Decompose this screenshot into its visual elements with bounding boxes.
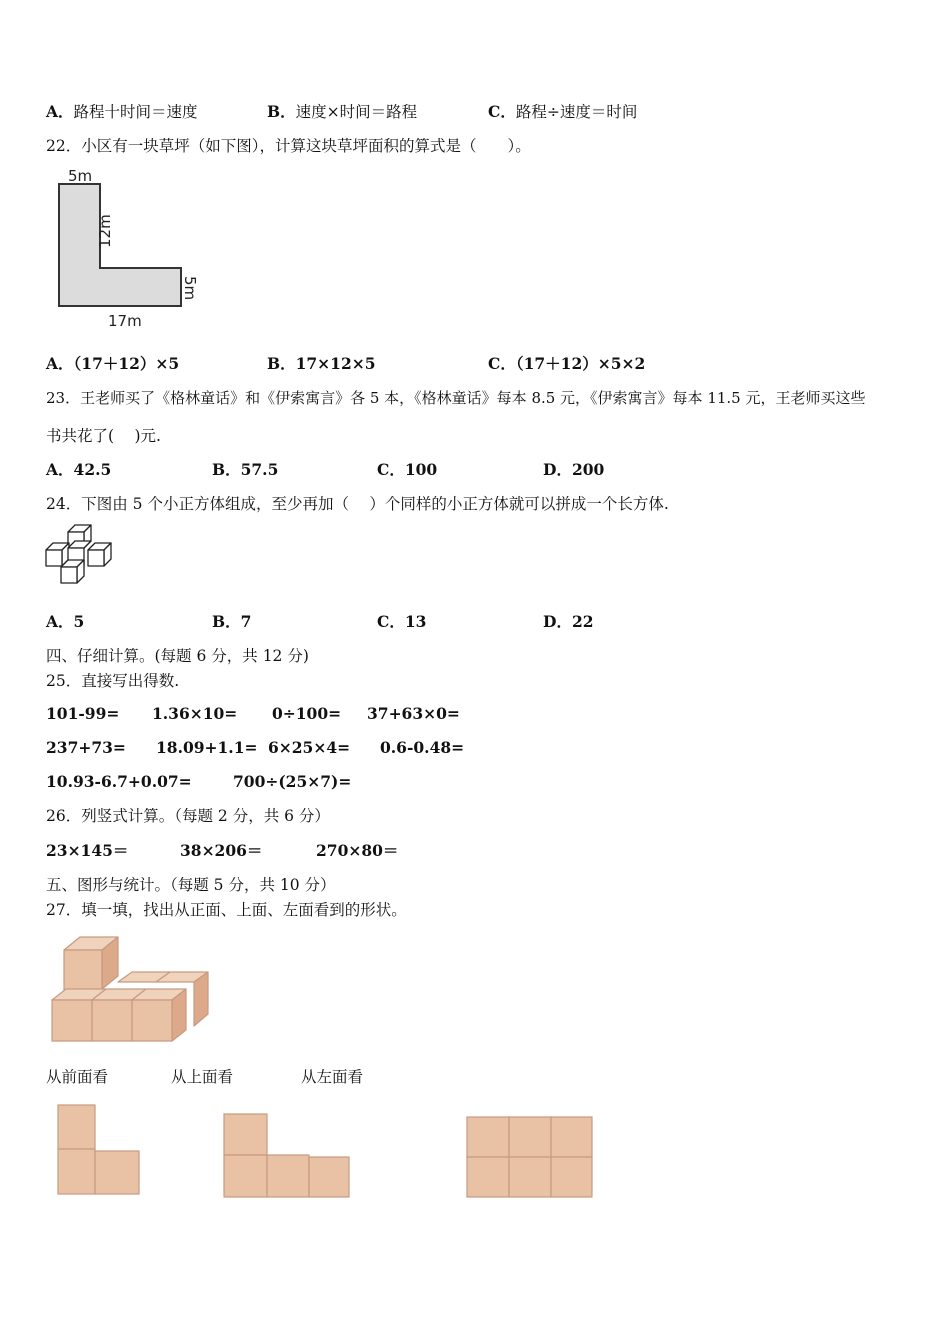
q26-item-1: 23×145＝ (46, 841, 129, 860)
label-right: 5m (181, 276, 199, 301)
lawn-shape (59, 184, 181, 306)
option-text: 13 (404, 612, 427, 631)
q21-option-c[interactable] (488, 102, 637, 122)
q22-stem: 22．小区有一块草坪（如下图），计算这块草坪面积的算式是（ ）。 (46, 137, 531, 155)
view-label-front: 从前面看 (46, 1068, 109, 1086)
q26-stem: 26．列竖式计算。（每题 2 分，共 6 分） (46, 807, 330, 825)
label-bottom: 17m (108, 312, 142, 330)
q25-r1-c4: 37+63×0= (367, 704, 460, 723)
q23-option-a[interactable] (46, 460, 111, 480)
q27-stem: 27．填一填，找出从正面、上面、左面看到的形状。 (46, 901, 407, 919)
view-label-left: 从左面看 (301, 1068, 364, 1086)
q24-option-c[interactable] (377, 612, 426, 632)
cube-model-figure (46, 934, 211, 1046)
option-letter: C． (377, 612, 405, 631)
q25-r1-c3: 0÷100= (272, 704, 342, 723)
q25-stem: 25．直接写出得数. (46, 672, 180, 690)
q25-r2-c2: 18.09+1.1= (156, 738, 258, 757)
option-letter: A． (46, 460, 74, 479)
q24-stem: 24．下图由 5 个小正方体组成，至少再加（ ）个同样的小正方体就可以拼成一个长方体. (46, 495, 669, 513)
option-text: 7 (240, 612, 252, 631)
q23-stem-line2: 书共花了( )元. (46, 427, 161, 445)
option-letter: B． (212, 612, 241, 631)
q24-option-a[interactable] (46, 612, 84, 632)
option-text: 路程÷速度＝时间 (515, 103, 638, 121)
option-letter: D． (543, 612, 572, 631)
option-text: 42.5 (73, 460, 112, 479)
q22-option-a[interactable] (46, 354, 179, 374)
option-text: 速度×时间＝路程 (295, 103, 418, 121)
view-shape-3 (465, 1114, 595, 1200)
q23-option-c[interactable] (377, 460, 437, 480)
view-shape-1 (56, 1104, 142, 1196)
option-text: （17＋12）×5 (73, 354, 180, 373)
q21-option-a[interactable] (46, 102, 198, 122)
q21-option-b[interactable] (267, 102, 417, 122)
q23-stem-line1: 23．王老师买了《格林童话》和《伊索寓言》各 5 本，《格林童话》每本 8.5 元，《伊索寓言》每本 11.5 元，王老师买这些 (46, 389, 866, 407)
option-letter: A． (46, 354, 74, 373)
option-text: 17×12×5 (295, 354, 376, 373)
option-letter: A． (46, 102, 74, 121)
q25-r2-c4: 0.6-0.48= (380, 738, 465, 757)
option-text: 57.5 (240, 460, 279, 479)
q22-option-c[interactable] (488, 354, 645, 374)
option-text: 路程十时间＝速度 (73, 103, 198, 121)
option-text: （17＋12）×5×2 (515, 354, 646, 373)
option-letter: C． (377, 460, 405, 479)
option-letter: B． (267, 354, 296, 373)
q24-option-b[interactable] (212, 612, 251, 632)
label-vertical: 12m (96, 214, 114, 248)
q25-r3-c1: 10.93-6.7+0.07= (46, 772, 192, 791)
q26-item-2: 38×206＝ (180, 841, 263, 860)
q24-option-d[interactable] (543, 612, 594, 632)
cube-stack-figure (44, 524, 124, 588)
q26-item-3: 270×80＝ (316, 841, 399, 860)
section4-title: 四、仔细计算。(每题 6 分，共 12 分) (46, 647, 309, 665)
q22-option-b[interactable] (267, 354, 376, 374)
view-label-top: 从上面看 (171, 1068, 234, 1086)
q23-option-d[interactable] (543, 460, 604, 480)
view-shape-2 (222, 1112, 352, 1200)
section5-title: 五、图形与统计。（每题 5 分，共 10 分） (46, 876, 336, 894)
option-letter: C． (488, 354, 516, 373)
q25-r1-c1: 101-99= (46, 704, 120, 723)
q23-option-b[interactable] (212, 460, 278, 480)
option-text: 5 (73, 612, 85, 631)
option-text: 100 (404, 460, 438, 479)
q25-r1-c2: 1.36×10= (152, 704, 238, 723)
option-letter: A． (46, 612, 74, 631)
option-text: 22 (571, 612, 594, 631)
option-letter: D． (543, 460, 572, 479)
option-letter: C． (488, 102, 516, 121)
option-letter: B． (267, 102, 296, 121)
q25-r2-c3: 6×25×4= (268, 738, 351, 757)
q25-r3-c2: 700÷(25×7)= (233, 772, 352, 791)
lawn-figure (40, 166, 210, 336)
option-letter: B． (212, 460, 241, 479)
label-top: 5m (68, 167, 93, 185)
option-text: 200 (571, 460, 605, 479)
q25-r2-c1: 237+73= (46, 738, 126, 757)
